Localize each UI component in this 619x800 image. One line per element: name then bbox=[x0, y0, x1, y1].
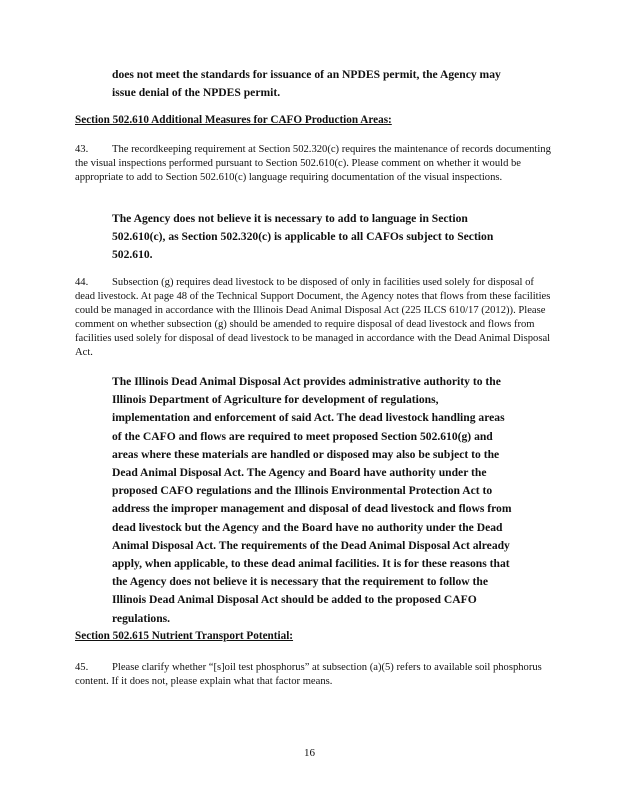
question-44 bbox=[75, 276, 553, 359]
agency-answer-44: The Illinois Dead Animal Disposal Act provides administrative authority to the Illinois Department of Agriculture for development of regulations, implementation and enforcement of said Act. The dead livestock handling areas of the CAFO and flows are required to meet proposed Section 502.610(g) and areas where these materials are handled or disposed may also be subject to the Dead Animal Disposal Act. The Agency and Board have authority under the proposed CAFO regulations and the Illinois Environmental Protection Act to address the improper management and disposal of dead livestock and flows from dead livestock but the Agency and the Board have no authority under the Dead Animal Disposal Act. The requirements of the Dead Animal Disposal Act already apply, when applicable, to these dead animal facilities. It is for these reasons that the Agency does not believe it is necessary that the requirement to follow the Illinois Dead Animal Disposal Act should be added to the proposed CAFO regulations. bbox=[112, 375, 512, 625]
page-number: 16 bbox=[304, 747, 315, 759]
section-heading-502-615: Section 502.615 Nutrient Transport Potential: bbox=[75, 630, 294, 642]
question-45 bbox=[75, 661, 553, 689]
question-number: 45. bbox=[75, 662, 89, 673]
continued-agency-answer: does not meet the standards for issuance of an NPDES permit, the Agency may issue denial of the NPDES permit. bbox=[112, 68, 501, 100]
agency-answer-43: The Agency does not believe it is necessary to add to language in Section 502.610(c), as Section 502.320(c) is applicable to all CAFOs subject to Section 502.610. bbox=[112, 212, 494, 262]
section-heading-502-610: Section 502.610 Additional Measures for CAFO Production Areas: bbox=[75, 114, 392, 126]
question-number: 43. bbox=[75, 144, 89, 155]
question-text: The recordkeeping requirement at Section 502.320(c) requires the maintenance of records documenting the visual inspections performed pursuant to Section 502.610(c). Please comment on whether it would be appropriate to add to Section 502.610(c) language requiring documentation of the visual inspections. bbox=[75, 144, 551, 183]
question-number: 44. bbox=[75, 277, 89, 288]
question-43 bbox=[75, 143, 553, 185]
question-text: Subsection (g) requires dead livestock to be disposed of only in facilities used solely for disposal of dead livestock. At page 48 of the Technical Support Document, the Agency notes that flows from these facilities could be managed in accordance with the Illinois Dead Animal Disposal Act (225 ILCS 610/17 (2012)). Please comment on whether subsection (g) should be amended to require disposal of dead livestock and flows from facilities used solely for disposal of dead livestock to be managed in accordance with the Dead Animal Disposal Act. bbox=[75, 277, 551, 358]
question-text: Please clarify whether “[s]oil test phosphorus” at subsection (a)(5) refers to available soil phosphorus content. If it does not, please explain what that factor means. bbox=[75, 662, 542, 687]
